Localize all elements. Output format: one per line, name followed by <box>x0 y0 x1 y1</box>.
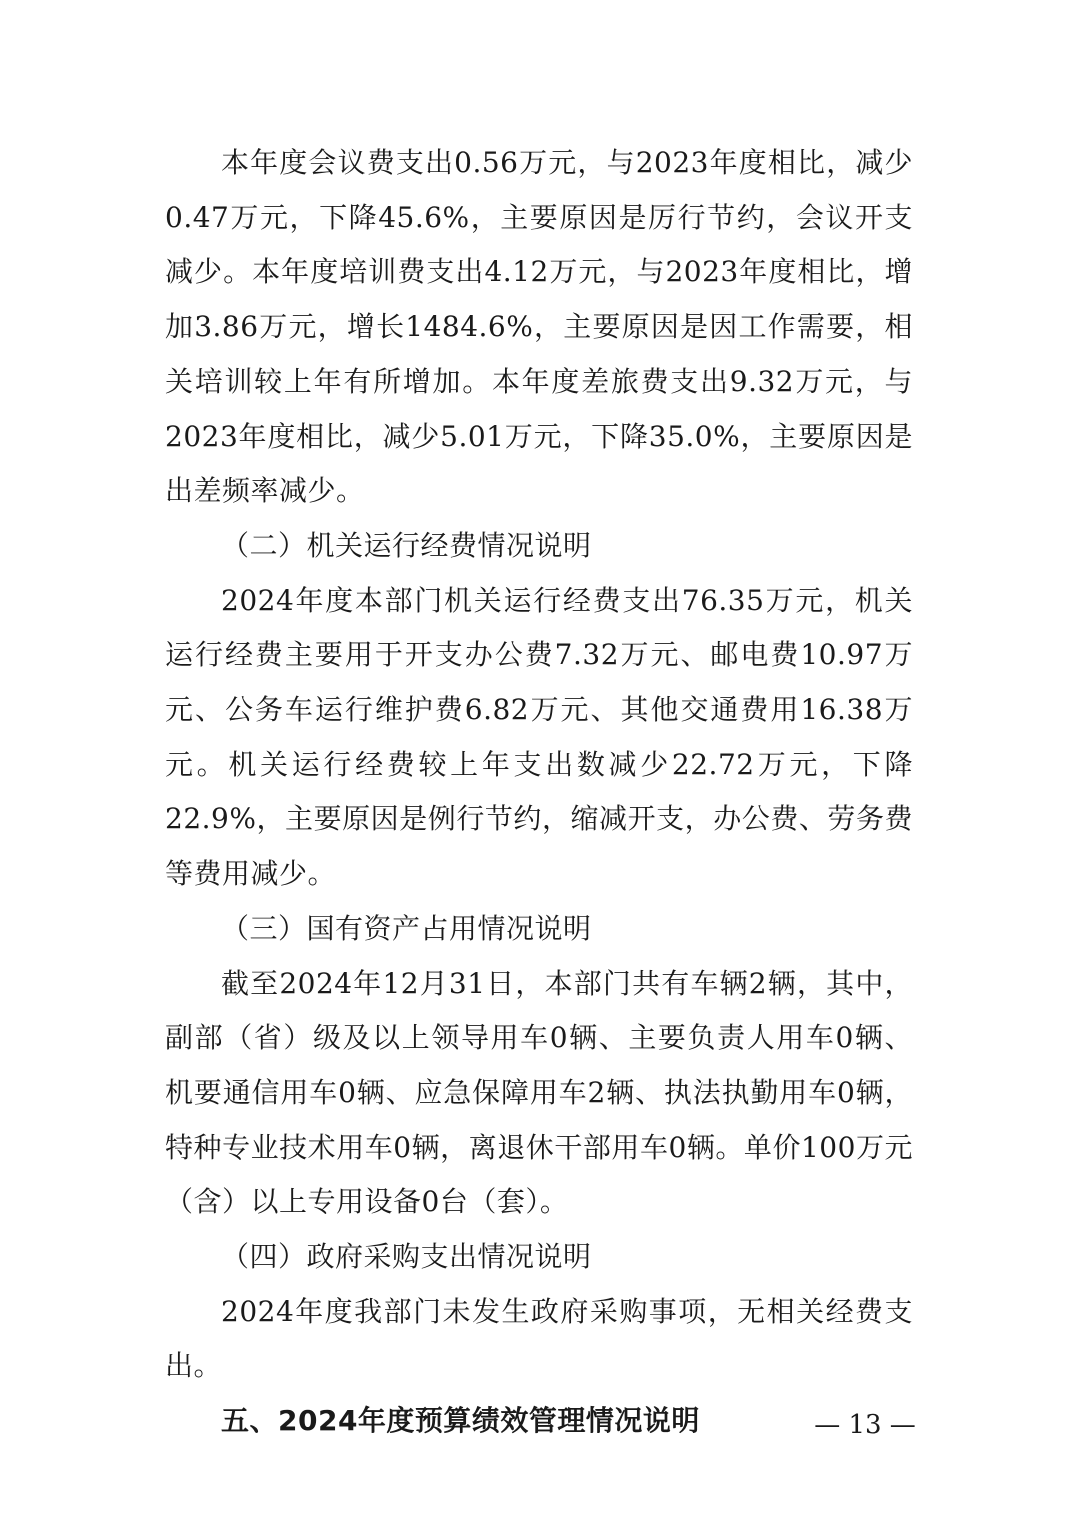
paragraph-state-assets: 截至2024年12月31日，本部门共有车辆2辆，其中，副部（省）级及以上领导用车0辆、主要负责人用车0辆、机要通信用车0辆、应急保障用车2辆、执法执勤用车0辆，特种专业技术用车0辆，离退休干部用车0辆。单价100万元（含）以上专用设备0台（套）。 <box>165 966 913 1219</box>
paragraph-operating-expenses: 2024年度本部门机关运行经费支出76.35万元，机关运行经费主要用于开支办公费7.32万元、邮电费10.97万元、公务车运行维护费6.82万元、其他交通费用16.38万元。机关运行经费较上年支出数减少22.72万元，下降22.9%，主要原因是例行节约，缩减开支，办公费、劳务费等费用减少。 <box>165 583 913 891</box>
page-number: — 13 — <box>814 1410 916 1440</box>
section-heading-performance-management: 五、2024年度预算绩效管理情况说明 <box>221 1404 700 1438</box>
paragraph-meeting-training-travel: 本年度会议费支出0.56万元，与2023年度相比，减少0.47万元，下降45.6%，主要原因是厉行节约，会议开支减少。本年度培训费支出4.12万元，与2023年度相比，增加3.86万元，增长1484.6%，主要原因是因工作需要，相关培训较上年有所增加。本年度差旅费支出9.32万元，与2023年度相比，减少5.01万元，下降35.0%，主要原因是出差频率减少。 <box>165 146 913 508</box>
document-page <box>165 136 913 1449</box>
paragraph-government-procurement: 2024年度我部门未发生政府采购事项，无相关经费支出。 <box>165 1294 913 1383</box>
subheading-operating-expenses: （二）机关运行经费情况说明 <box>221 528 592 562</box>
subheading-state-assets: （三）国有资产占用情况说明 <box>221 911 592 945</box>
subheading-government-procurement: （四）政府采购支出情况说明 <box>221 1240 592 1274</box>
